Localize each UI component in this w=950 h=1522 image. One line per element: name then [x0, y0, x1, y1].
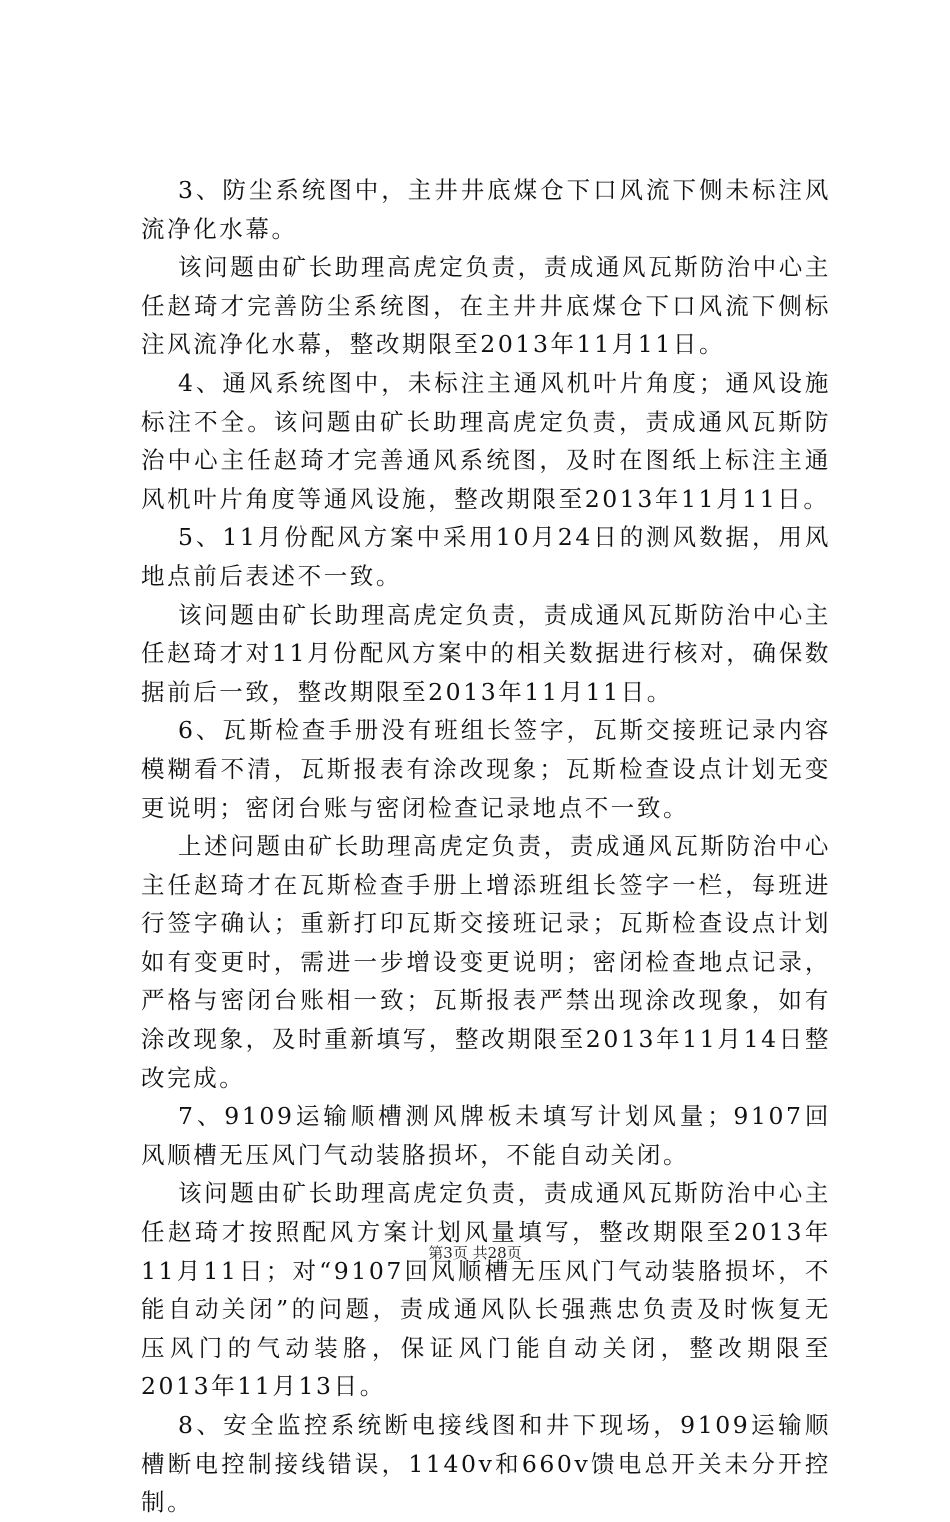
paragraph-rectification-6: 上述问题由矿长助理高虎定负责，责成通风瓦斯防治中心主任赵琦才在瓦斯检查手册上增添班组长签字一栏，每班进行签字确认；重新打印瓦斯交接班记录；瓦斯检查设点计划如有变更时，需进一步增设变更说明；密闭检查地点记录，严格与密闭台账相一致；瓦斯报表严禁出现涂改现象，如有涂改现象，及时重新填写，整改期限至2013年11月14日整改完成。: [141, 832, 831, 1092]
paragraph-item-3: 3、防尘系统图中，主井井底煤仓下口风流下侧未标注风流净化水幕。: [141, 176, 831, 243]
paragraph-rectification-7: 该问题由矿长助理高虎定负责，责成通风瓦斯防治中心主任赵琦才按照配风方案计划风量填写，整改期限至2013年11月11日；对“9107回风顺槽无压风门气动装胳损坏，不能自动关闭”的问题，责成通风队长强燕忠负责及时恢复无压风门的气动装胳，保证风门能自动关闭，整改期限至2013年11月13日。: [141, 1179, 831, 1401]
paragraph-item-5: 5、11月份配风方案中采用10月24日的测风数据，用风地点前后表述不一致。: [141, 523, 831, 590]
paragraph-rectification-3: 该问题由矿长助理高虎定负责，责成通风瓦斯防治中心主任赵琦才完善防尘系统图，在主井井底煤仓下口风流下侧标注风流净化水幕，整改期限至2013年11月11日。: [141, 253, 831, 359]
paragraph-item-6: 6、瓦斯检查手册没有班组长签字，瓦斯交接班记录内容模糊看不清，瓦斯报表有涂改现象；瓦斯检查设点计划无变更说明；密闭台账与密闭检查记录地点不一致。: [141, 716, 831, 822]
paragraph-item-7: 7、9109运输顺槽测风牌板未填写计划风量；9107回风顺槽无压风门气动装胳损坏，不能自动关闭。: [141, 1102, 831, 1169]
document-body: [141, 171, 831, 1522]
paragraph-rectification-5: 该问题由矿长助理高虎定负责，责成通风瓦斯防治中心主任赵琦才对11月份配风方案中的相关数据进行核对，确保数据前后一致，整改期限至2013年11月11日。: [141, 600, 831, 706]
paragraph-item-8: 8、安全监控系统断电接线图和井下现场，9109运输顺槽断电控制接线错误，1140v和660v馈电总开关未分开控制。: [141, 1411, 831, 1517]
paragraph-item-4: 4、通风系统图中，未标注主通风机叶片角度；通风设施标注不全。该问题由矿长助理高虎定负责，责成通风瓦斯防治中心主任赵琦才完善通风系统图，及时在图纸上标注主通风机叶片角度等通风设施，整改期限至2013年11月11日。: [141, 368, 831, 513]
page-number-footer: 第3页 共28页: [428, 1244, 522, 1262]
